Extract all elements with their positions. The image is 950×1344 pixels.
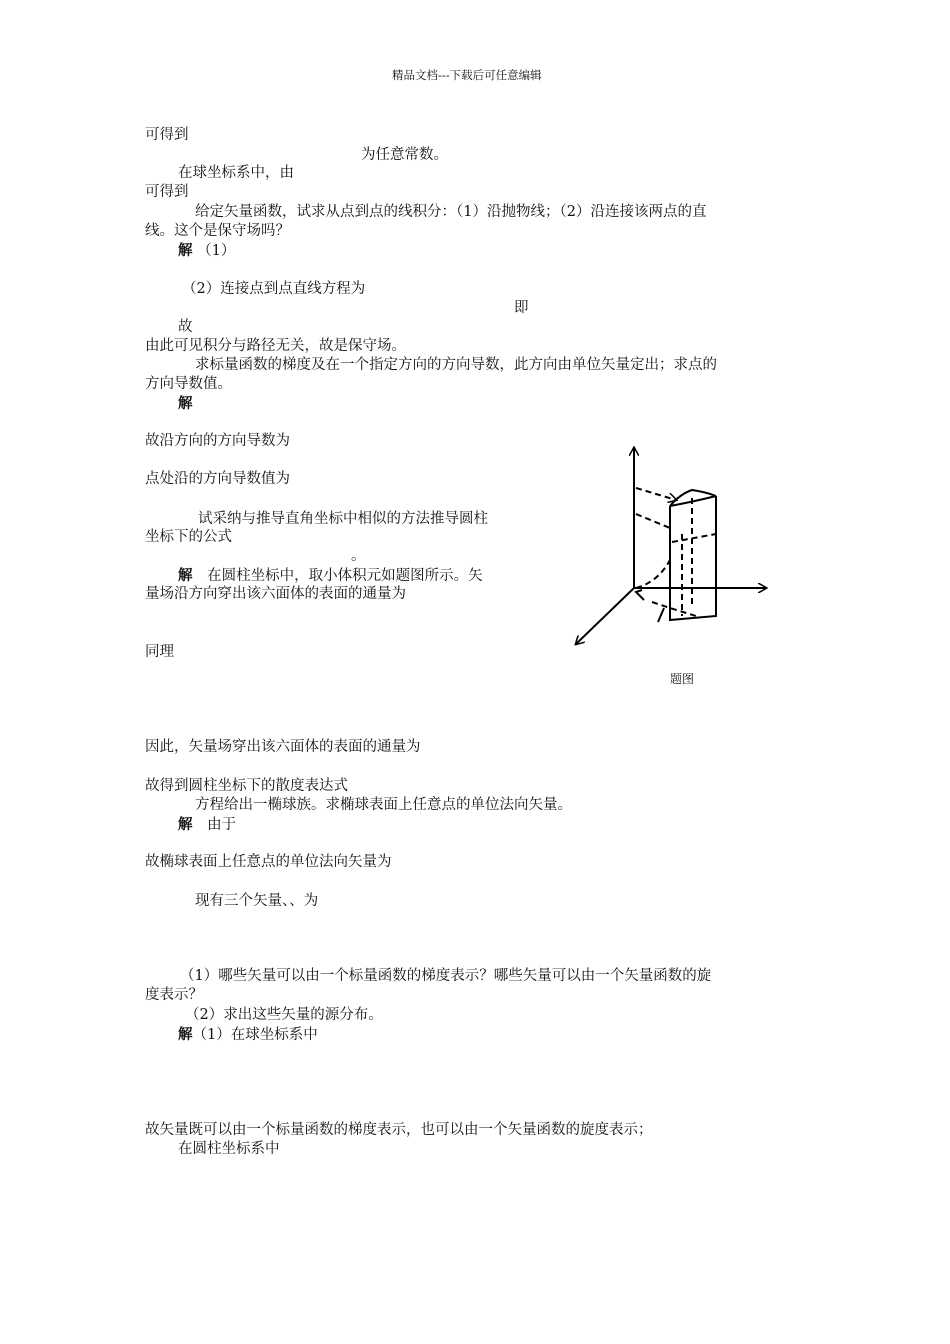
text-line: 在圆柱坐标系中 bbox=[178, 1141, 280, 1157]
text-line: 点处沿的方向导数值为 bbox=[145, 471, 290, 487]
solution-line bbox=[178, 1025, 318, 1045]
text-line: 由于 bbox=[207, 817, 237, 833]
solution-line bbox=[178, 241, 235, 261]
text-line: 度表示？ bbox=[145, 987, 203, 1003]
text-line: 。 bbox=[351, 548, 366, 564]
text-line: 故 bbox=[178, 319, 193, 335]
volume-element bbox=[636, 488, 716, 622]
text-line: （2）求出这些矢量的源分布。 bbox=[185, 1007, 383, 1023]
text-line: 现有三个矢量、、为 bbox=[195, 893, 319, 909]
text-line: 可得到 bbox=[145, 184, 189, 200]
text-line: 给定矢量函数，试求从点到点的线积分：（1）沿抛物线；（2）沿连接该两点的直 bbox=[195, 204, 707, 220]
text-line: 即 bbox=[514, 300, 529, 316]
solution-label: 解 bbox=[178, 395, 193, 412]
solution-label: 解 bbox=[178, 1026, 193, 1043]
cylindrical-volume-element-figure bbox=[566, 440, 776, 652]
text-line: 故沿方向的方向导数为 bbox=[145, 433, 290, 449]
solution-label: 解 bbox=[178, 816, 193, 833]
text-line: （1）哪些矢量可以由一个标量函数的梯度表示？哪些矢量可以由一个矢量函数的旋 bbox=[180, 968, 712, 984]
text-line: （1）在球坐标系中 bbox=[192, 1027, 318, 1043]
solution-line bbox=[178, 815, 236, 835]
text-line: 同理 bbox=[145, 644, 174, 660]
text-line: 因此，矢量场穿出该六面体的表面的通量为 bbox=[145, 739, 421, 755]
text-line: （2）连接点到点直线方程为 bbox=[182, 281, 366, 297]
text-line: 方向导数值。 bbox=[145, 376, 232, 392]
text-line: （1） bbox=[197, 243, 236, 259]
figure-caption: 题图 bbox=[670, 672, 695, 686]
solution-label: 解 bbox=[178, 567, 193, 584]
text-line: 由此可见积分与路径无关，故是保守场。 bbox=[145, 338, 406, 354]
solution-line bbox=[178, 566, 483, 586]
text-line: 故得到圆柱坐标下的散度表达式 bbox=[145, 778, 348, 794]
text-line: 方程给出一椭球族。求椭球表面上任意点的单位法向矢量。 bbox=[195, 797, 572, 813]
text-line: 在圆柱坐标中，取小体积元如题图所示。矢 bbox=[207, 568, 483, 584]
text-line: 在球坐标系中，由 bbox=[178, 165, 294, 181]
text-line: 故矢量既可以由一个标量函数的梯度表示，也可以由一个矢量函数的旋度表示； bbox=[145, 1122, 653, 1138]
solution-label: 解 bbox=[178, 242, 193, 259]
x-axis-arrow bbox=[576, 588, 634, 644]
page-header: 精品文档---下载后可任意编辑 bbox=[392, 68, 542, 82]
text-line: 线。这个是保守场吗？ bbox=[145, 223, 290, 239]
text-line: 量场沿方向穿出该六面体的表面的通量为 bbox=[145, 586, 406, 602]
text-line: 求标量函数的梯度及在一个指定方向的方向导数，此方向由单位矢量定出；求点的 bbox=[195, 357, 717, 373]
text-line: 为任意常数。 bbox=[361, 147, 448, 163]
text-line: 故椭球表面上任意点的单位法向矢量为 bbox=[145, 854, 392, 870]
text-line: 坐标下的公式 bbox=[145, 529, 232, 545]
text-line: 试采纳与推导直角坐标中相似的方法推导圆柱 bbox=[198, 511, 488, 527]
text-line: 可得到 bbox=[145, 127, 189, 143]
